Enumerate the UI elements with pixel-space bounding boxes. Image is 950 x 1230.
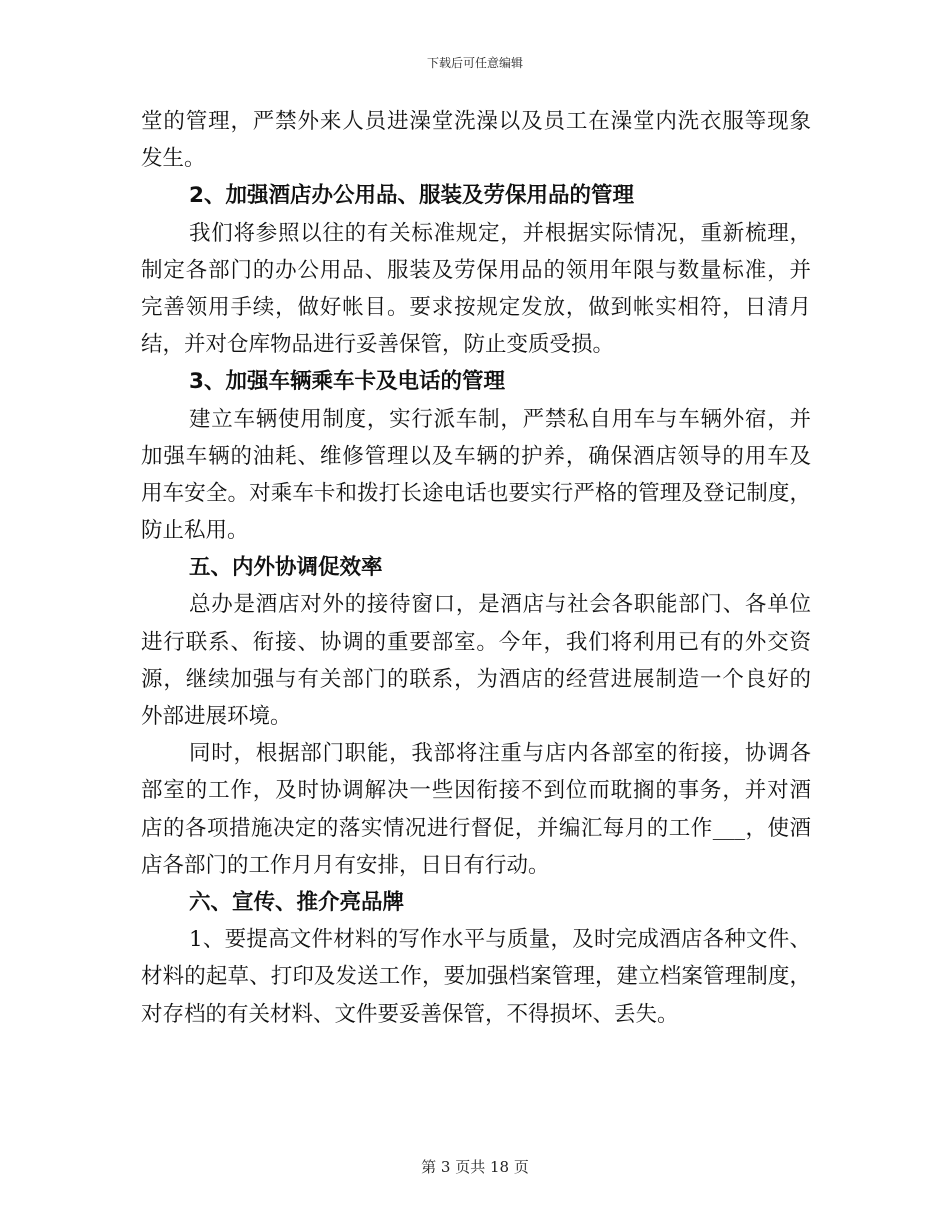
text-line: 防止私用。 — [141, 518, 249, 544]
text-line: 总办是酒店对外的接待窗口，是酒店与社会各职能部门、各单位 — [189, 592, 811, 618]
text-line: 完善领用手续，做好帐目。要求按规定发放，做到帐实相符，日清月 — [141, 294, 811, 320]
paragraph — [141, 103, 811, 177]
page-footer: 第 3 页共 18 页 — [421, 1158, 529, 1176]
page-header: 下载后可任意编辑 — [426, 56, 523, 70]
text-line: 建立车辆使用制度，实行派车制，严禁私自用车与车辆外宿，并 — [189, 406, 811, 432]
text-line: 1、要提高文件材料的写作水平与质量，及时完成酒店各种文件、 — [189, 927, 811, 953]
text-line: 外部进展环境。 — [141, 704, 292, 729]
section-heading: 六、宣传、推介亮品牌 — [189, 889, 405, 915]
text-line: 对存档的有关材料、文件要妥善保管，不得损坏、丢失。 — [141, 1001, 679, 1027]
document-body — [141, 103, 811, 1033]
section-heading: 五、内外协调促效率 — [189, 555, 383, 581]
text-line: 我们将参照以往的有关标准规定，并根据实际情况，重新梳理， — [189, 220, 811, 246]
text-line: 结，并对仓库物品进行妥善保管，防止变质受损。 — [141, 332, 615, 358]
text-line: 制定各部门的办公用品、服装及劳保用品的领用年限与数量标准，并 — [141, 257, 811, 283]
text-line: 加强车辆的油耗、维修管理以及车辆的护养，确保酒店领导的用车及 — [141, 443, 811, 469]
text-line: 堂的管理，严禁外来人员进澡堂洗澡以及员工在澡堂内洗衣服等现象 — [141, 109, 811, 134]
text-line: 店各部门的工作月月有安排，日日有行动。 — [141, 852, 550, 878]
text-line: 发生。 — [141, 146, 206, 172]
text-line: 源，继续加强与有关部门的联系，为酒店的经营进展制造一个良好的 — [141, 666, 811, 692]
text-line: 用车安全。对乘车卡和拨打长途电话也要实行严格的管理及登记制度， — [141, 480, 811, 506]
section-heading: 2、加强酒店办公用品、服装及劳保用品的管理 — [189, 183, 634, 209]
paragraph — [141, 401, 811, 550]
text-line: 同时，根据部门职能，我部将注重与店内各部室的衔接，协调各 — [189, 741, 811, 767]
paragraph — [141, 215, 811, 364]
paragraph — [141, 586, 811, 735]
section-heading: 3、加强车辆乘车卡及电话的管理 — [189, 369, 505, 395]
text-line: 店的各项措施决定的落实情况进行督促，并编汇每月的工作___，使酒 — [141, 815, 811, 841]
paragraph — [141, 921, 811, 1033]
text-line: 部室的工作，及时协调解决一些因衔接不到位而耽搁的事务，并对酒 — [141, 778, 811, 804]
text-line: 材料的起草、打印及发送工作，要加强档案管理，建立档案管理制度， — [141, 964, 811, 990]
paragraph — [141, 735, 811, 884]
text-line: 进行联系、衔接、协调的重要部室。今年，我们将利用已有的外交资 — [141, 629, 811, 655]
